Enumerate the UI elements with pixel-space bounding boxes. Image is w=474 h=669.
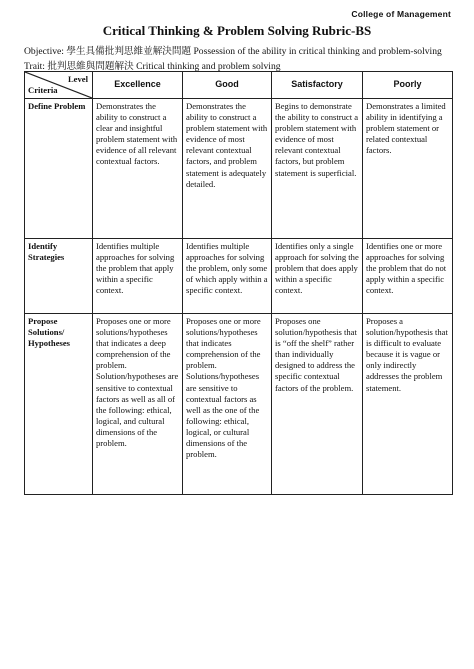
table-row-identify-strategies — [25, 239, 453, 314]
level-header-satisfactory: Satisfactory — [272, 72, 363, 99]
table-row-define-problem — [25, 99, 453, 239]
header-row — [25, 72, 453, 99]
table-row-propose-solutions — [25, 314, 453, 495]
level-header-excellence: Excellence — [93, 72, 183, 99]
rubric-cell: Demonstrates the ability to construct a problem statement with evidence of most relevant contextual factors, and problem statement is adequately detailed. — [183, 99, 272, 239]
criteria-cell: Identify Strategies — [25, 239, 93, 314]
level-header-poorly: Poorly — [363, 72, 453, 99]
rubric-cell: Proposes one or more solutions/hypotheses that indicates comprehension of the problem. Solutions/hypotheses are sensitive to contextual factors as well as the one of the following: ethical, logical, or cultural dimensions of the problem. — [183, 314, 272, 495]
rubric-cell: Identifies one or more approaches for solving the problem that do not apply within a specific context. — [363, 239, 453, 314]
rubric-table — [24, 71, 453, 495]
rubric-cell: Demonstrates the ability to construct a clear and insightful problem statement with evidence of all relevant contextual factors. — [93, 99, 183, 239]
corner-criteria-label: Criteria — [28, 84, 58, 95]
corner-level-label: Level — [67, 74, 88, 84]
criteria-cell: Define Problem — [25, 99, 93, 239]
rubric-cell: Begins to demonstrate the ability to construct a problem statement with evidence of most relevant contextual factors, but problem statement is superficial. — [272, 99, 363, 239]
level-header-good: Good — [183, 72, 272, 99]
rubric-cell: Identifies only a single approach for solving the problem that does apply within a specific context. — [272, 239, 363, 314]
rubric-cell: Identifies multiple approaches for solving the problem that apply within a specific context. — [93, 239, 183, 314]
rubric-cell: Demonstrates a limited ability in identifying a problem statement or related contextual factors. — [363, 99, 453, 239]
rubric-cell: Proposes one solution/hypothesis that is “off the shelf” rather than individually designed to address the specific contextual factors of the problem. — [272, 314, 363, 495]
objective-line: Objective: 學生具備批判思維並解決問題 Possession of the ability in critical thinking and problem-solving — [24, 46, 442, 57]
criteria-cell: Propose Solutions/ Hypotheses — [25, 314, 93, 495]
page-title: Critical Thinking & Problem Solving Rubric-BS — [102, 23, 372, 38]
rubric-cell: Identifies multiple approaches for solving the problem, only some of which apply within a specific context. — [183, 239, 272, 314]
corner-cell — [25, 72, 93, 99]
trait-line: Trait: 批判思維與問題解決 Critical thinking and problem solving — [24, 61, 281, 72]
rubric-cell: Proposes one or more solutions/hypotheses that indicates a deep comprehension of the problem. Solution/hypotheses are sensitive to contextual factors as well as all of the following: ethical, logical, and cultural dimensions of the problem. — [93, 314, 183, 495]
college-name: College of Management — [351, 9, 451, 19]
rubric-cell: Proposes a solution/hypothesis that is difficult to evaluate because it is vague or only indirectly addresses the problem statement. — [363, 314, 453, 495]
